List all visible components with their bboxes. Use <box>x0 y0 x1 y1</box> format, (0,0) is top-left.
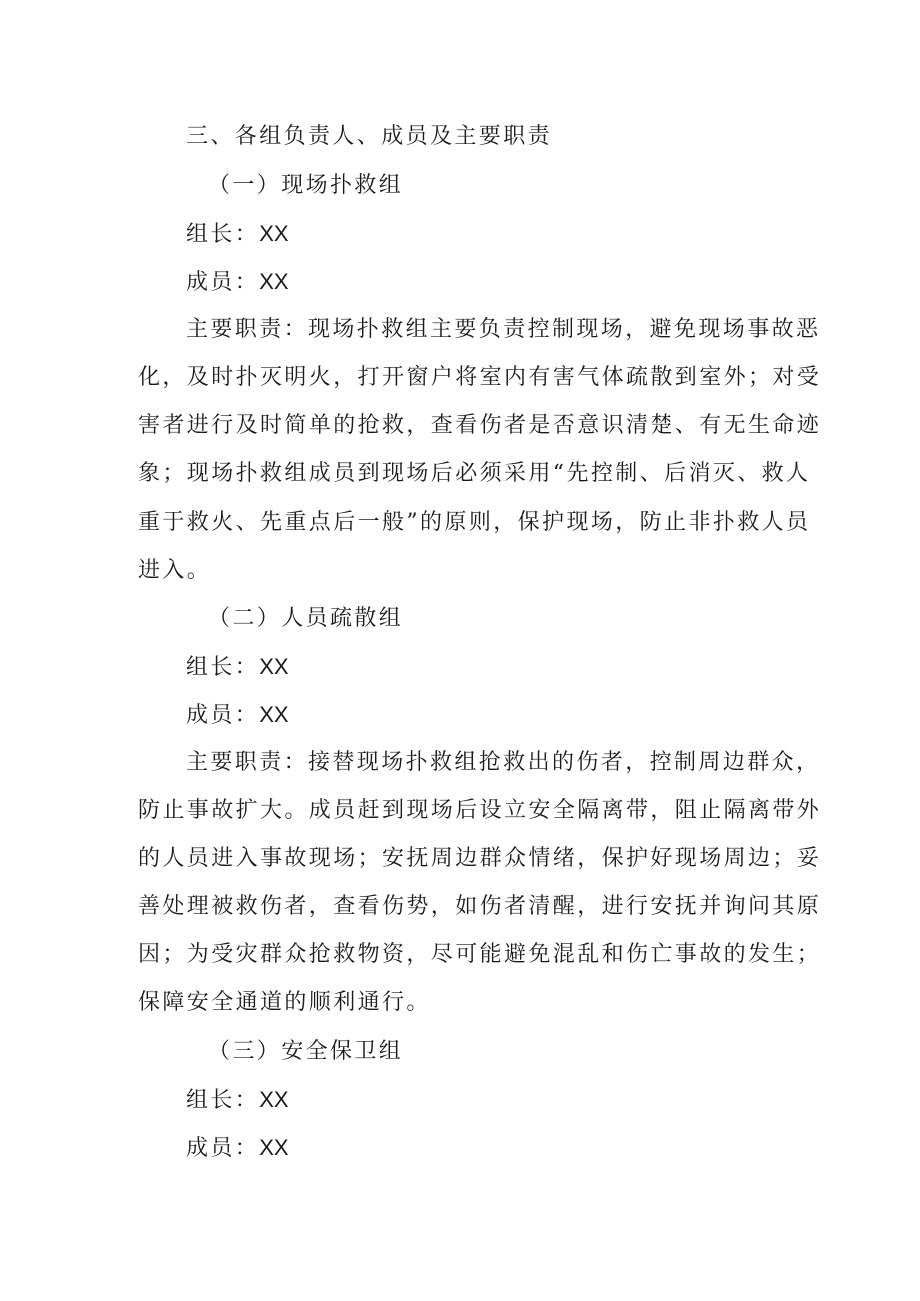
member-label: 成员： <box>186 703 260 728</box>
duty-text-line: 防止事故扩大。成员赶到现场后设立安全隔离带，阻止隔离带外 <box>138 798 822 823</box>
group-member-line <box>186 1134 838 1163</box>
duty-text-line: 主要职责：接替现场扑救组抢救出的伤者，控制周边群众， <box>186 750 821 775</box>
duty-text-line: 重于救火、先重点后一般”的原则，保护现场，防止非扑救人员 <box>138 510 811 535</box>
duty-text-line: 进入。 <box>138 558 212 583</box>
duty-text-line: 的人员进入事故现场；安抚周边群众情绪，保护好现场周边；妥 <box>138 846 822 871</box>
member-value: XX <box>259 702 289 727</box>
group-member-line <box>186 268 838 297</box>
member-label: 成员： <box>186 1136 260 1161</box>
group-member-line <box>186 701 838 730</box>
leader-value: XX <box>259 1087 289 1112</box>
section-heading: 三、各组负责人、成员及主要职责 <box>186 124 553 149</box>
duty-text-line: 害者进行及时简单的抢救，查看伤者是否意识清楚、有无生命迹 <box>138 413 822 438</box>
duty-text-line: 主要职责：现场扑救组主要负责控制现场，避免现场事故恶 <box>186 317 821 342</box>
duty-text-line: 因；为受灾群众抢救物资，尽可能避免混乱和伤亡事故的发生； <box>138 942 822 967</box>
leader-label: 组长： <box>186 655 260 680</box>
leader-label: 组长： <box>186 1088 260 1113</box>
duty-text-line: 化，及时扑灭明火，打开窗户将室内有害气体疏散到室外；对受 <box>138 365 822 390</box>
leader-value: XX <box>259 221 289 246</box>
leader-value: XX <box>259 654 289 679</box>
member-value: XX <box>259 269 289 294</box>
duty-text-line: 善处理被救伤者，查看伤势，如伤者清醒，进行安抚并询问其原 <box>138 894 822 919</box>
duty-text-line: 象；现场扑救组成员到现场后必须采用“先控制、后消灭、救人 <box>138 461 811 486</box>
group-leader-line <box>186 1086 838 1115</box>
member-label: 成员： <box>186 270 260 295</box>
group-title: （二）人员疏散组 <box>208 606 404 631</box>
group-leader-line <box>186 220 838 249</box>
group-leader-line <box>186 653 838 682</box>
duty-text-line: 保障安全通道的顺利通行。 <box>138 990 431 1015</box>
group-title: （一）现场扑救组 <box>208 173 404 198</box>
leader-label: 组长： <box>186 222 260 247</box>
group-title: （三）安全保卫组 <box>208 1039 404 1064</box>
member-value: XX <box>259 1135 289 1160</box>
